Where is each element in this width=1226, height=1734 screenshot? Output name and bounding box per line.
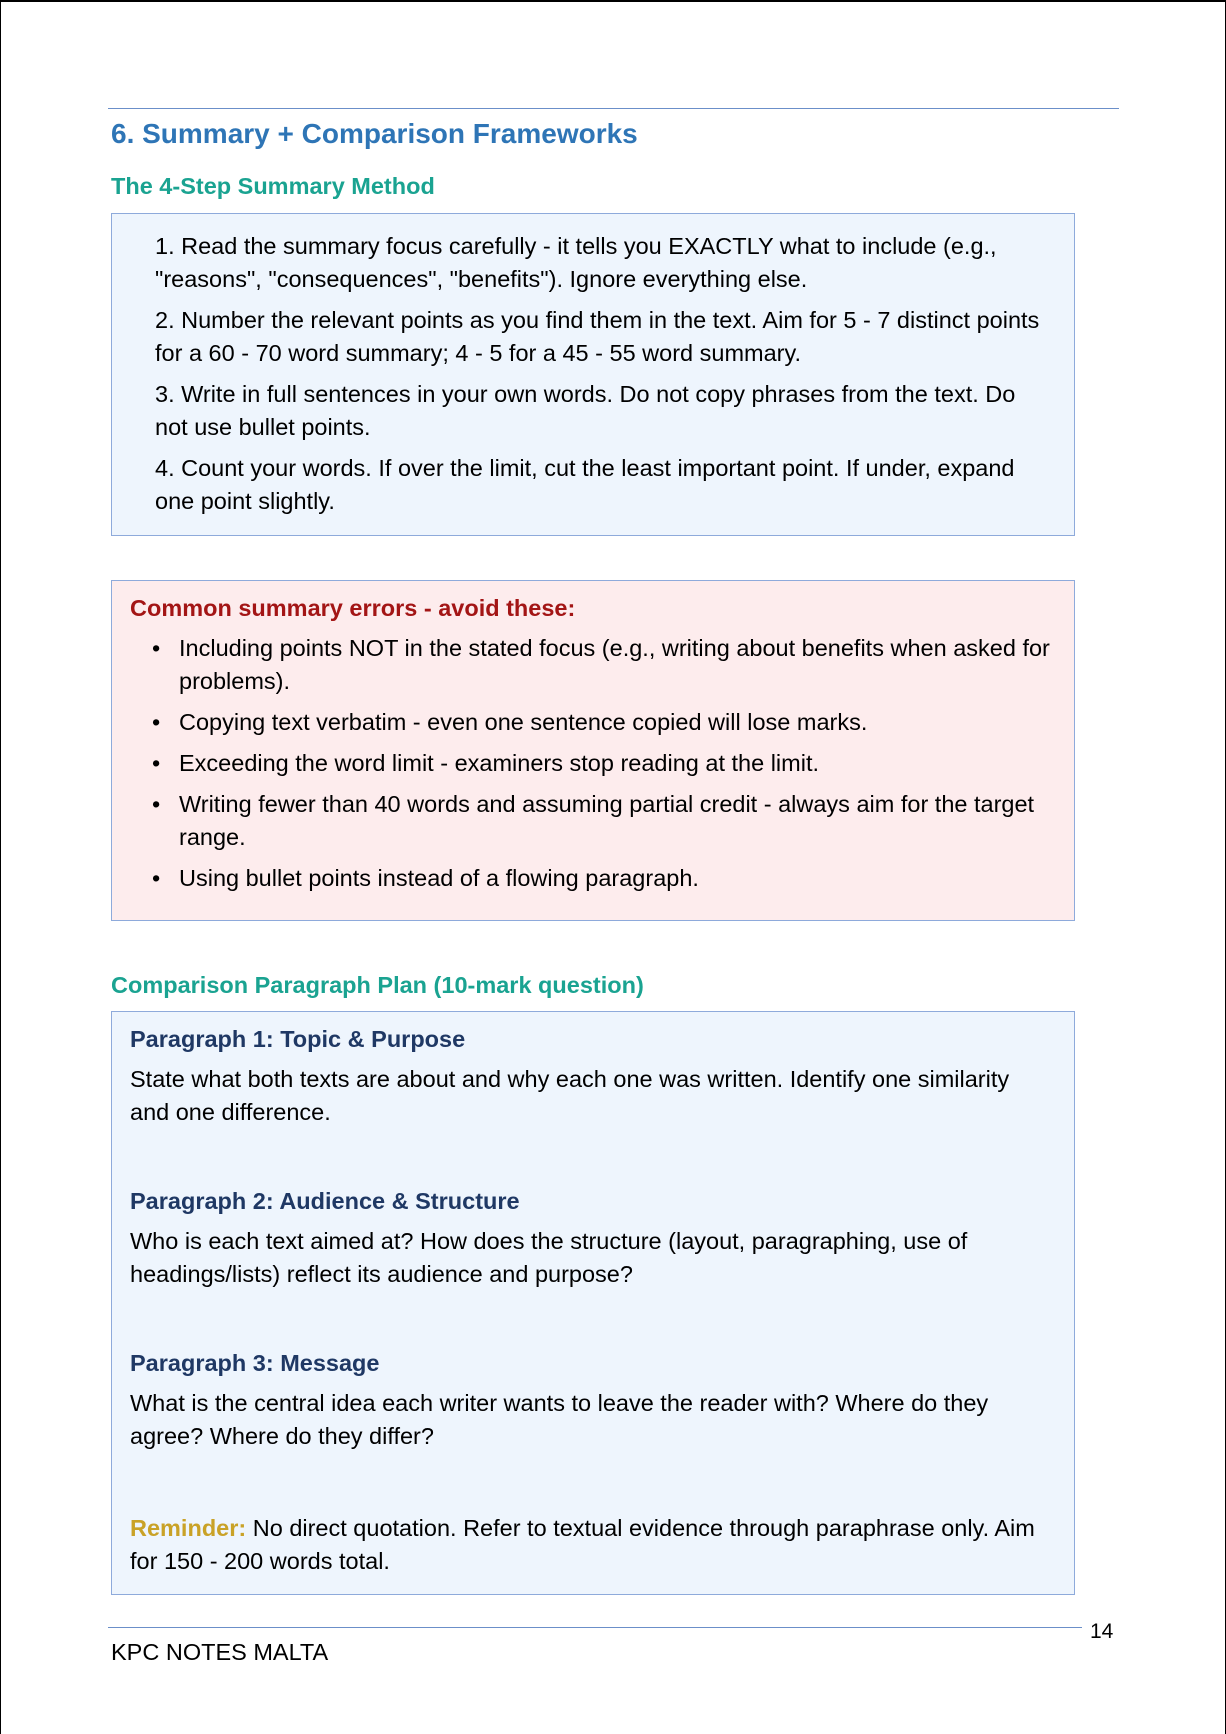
bullet-icon: • (152, 709, 161, 735)
error-item-1 (130, 632, 1056, 698)
common-errors-title: Common summary errors - avoid these: (130, 595, 576, 621)
bullet-icon: • (152, 750, 161, 776)
paragraph-1-body: State what both texts are about and why each one was written. Identify one similarity and one difference. (130, 1066, 1010, 1125)
paragraph-3-body: What is the central idea each writer wants to leave the reader with? Where do they agree? Where do they differ? (130, 1390, 989, 1449)
error-item-text: Using bullet points instead of a flowing paragraph. (179, 865, 699, 891)
page-number: 14 (1090, 1620, 1114, 1643)
summary-step-1: 1. Read the summary focus carefully - it tells you EXACTLY what to include (e.g., "reasons", "consequences", "benefits"). Ignore everything else. (155, 233, 997, 292)
error-item-2 (130, 706, 1056, 739)
error-item-text: Exceeding the word limit - examiners stop reading at the limit. (179, 750, 820, 776)
reminder-note (130, 1512, 1054, 1578)
reminder-label: Reminder: (130, 1515, 247, 1541)
footer-rule (108, 1627, 1082, 1628)
common-errors-list (130, 632, 1056, 895)
summary-step-3: 3. Write in full sentences in your own words. Do not copy phrases from the text. Do not use bullet points. (155, 381, 1016, 440)
summary-method-heading: The 4-Step Summary Method (111, 173, 435, 199)
reminder-text: No direct quotation. Refer to textual evidence through paraphrase only. Aim for 150 - 200 words total. (130, 1515, 1035, 1574)
paragraph-2-body: Who is each text aimed at? How does the structure (layout, paragraphing, use of headings/lists) reflect its audience and purpose? (130, 1228, 968, 1287)
footer-text: KPC NOTES MALTA (111, 1639, 329, 1665)
error-item-5 (130, 862, 1056, 895)
section-title: 6. Summary + Comparison Frameworks (111, 118, 638, 149)
comparison-plan-box (111, 1011, 1075, 1595)
error-item-3 (130, 747, 1056, 780)
comparison-plan-heading: Comparison Paragraph Plan (10-mark question) (111, 972, 644, 998)
summary-step-2: 2. Number the relevant points as you find them in the text. Aim for 5 - 7 distinct points for a 60 - 70 word summary; 4 - 5 for a 45 - 55 word summary. (155, 307, 1040, 366)
error-item-text: Copying text verbatim - even one sentence copied will lose marks. (179, 709, 868, 735)
paragraph-2-title: Paragraph 2: Audience & Structure (130, 1188, 520, 1214)
error-item-text: Writing fewer than 40 words and assuming partial credit - always aim for the target range. (179, 791, 1035, 850)
bullet-icon: • (152, 791, 161, 817)
bullet-icon: • (152, 865, 161, 891)
error-item-4 (130, 788, 1056, 854)
summary-steps-box (111, 213, 1075, 536)
bullet-icon: • (152, 635, 161, 661)
common-errors-box (111, 580, 1075, 921)
summary-step-4: 4. Count your words. If over the limit, cut the least important point. If under, expand one point slightly. (155, 455, 1015, 514)
paragraph-1-title: Paragraph 1: Topic & Purpose (130, 1026, 466, 1052)
header-rule (108, 108, 1119, 109)
paragraph-3-title: Paragraph 3: Message (130, 1350, 380, 1376)
error-item-text: Including points NOT in the stated focus (e.g., writing about benefits when asked for problems). (179, 635, 1050, 694)
